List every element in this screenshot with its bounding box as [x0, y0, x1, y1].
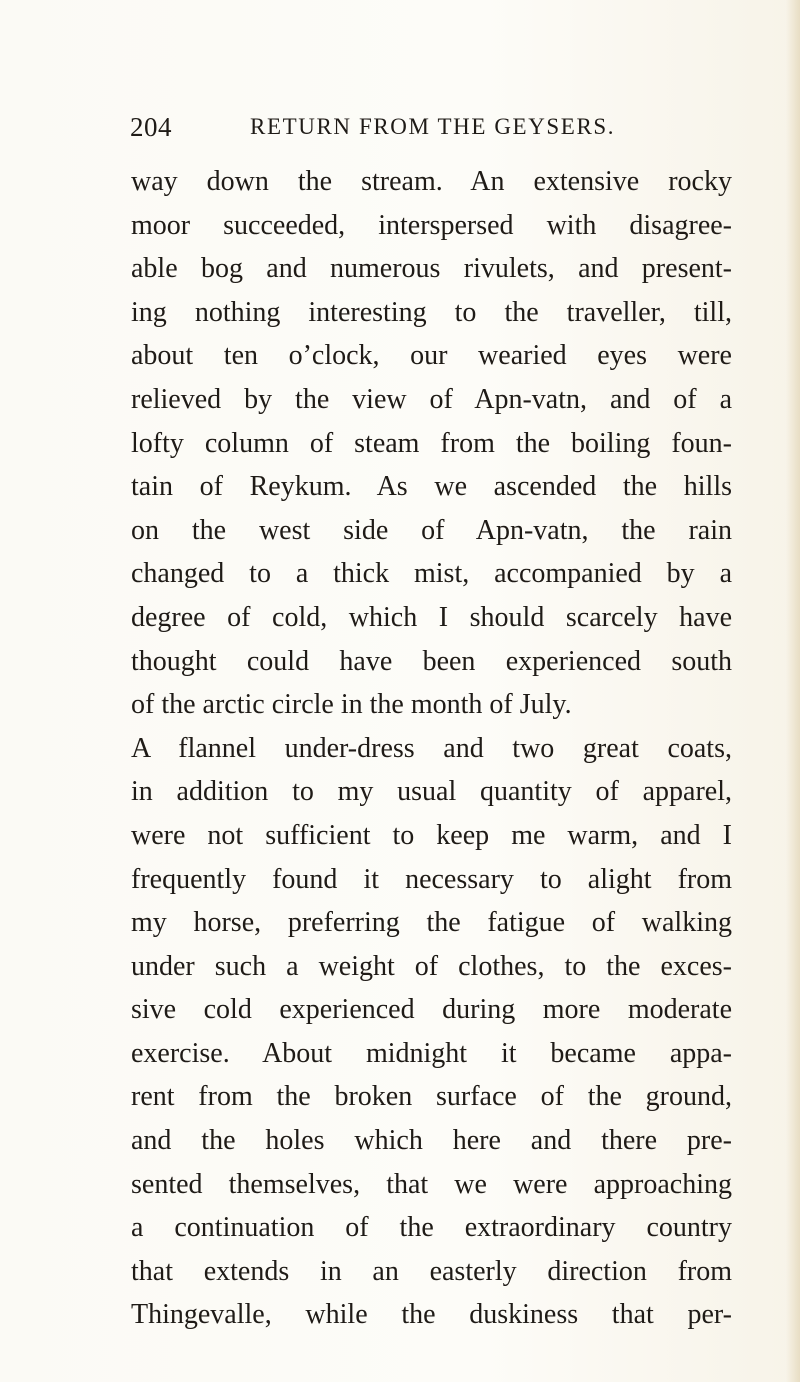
text-line: sented themselves, that we were approaching [131, 1168, 732, 1200]
text-line: thought could have been experienced south [131, 645, 732, 677]
text-line: on the west side of Apn-vatn, the rain [131, 514, 732, 546]
text-line: relieved by the view of Apn-vatn, and of a [131, 383, 732, 415]
text-line: moor succeeded, interspersed with disagree- [131, 209, 732, 241]
text-line: way down the stream. An extensive rocky [131, 166, 732, 197]
text-line: a continuation of the extraordinary country [131, 1212, 732, 1244]
body-text [131, 160, 731, 1337]
text-line: of the arctic circle in the month of July. [131, 689, 572, 721]
text-line: were not sufficient to keep me warm, and I [131, 819, 732, 851]
text-line: under such a weight of clothes, to the exces- [131, 950, 732, 982]
text-line: that extends in an easterly direction from [131, 1255, 732, 1287]
text-line: frequently found it necessary to alight from [131, 863, 732, 895]
text-line: sive cold experienced during more moderate [131, 994, 732, 1026]
text-line: about ten o’clock, our wearied eyes were [131, 340, 732, 372]
text-line: able bog and numerous rivulets, and present- [131, 253, 732, 285]
text-line: exercise. About midnight it became appa- [131, 1037, 732, 1069]
text-line: Thingevalle, while the duskiness that per- [131, 1299, 732, 1331]
page-number: 204 [130, 112, 172, 142]
page-header [130, 112, 690, 152]
text-line: my horse, preferring the fatigue of walking [131, 907, 732, 939]
text-line: lofty column of steam from the boiling foun- [131, 427, 732, 459]
text-line: and the holes which here and there pre- [131, 1125, 732, 1157]
text-line: rent from the broken surface of the ground, [131, 1081, 732, 1113]
text-line: in addition to my usual quantity of apparel, [131, 776, 732, 808]
text-line: ing nothing interesting to the traveller, till, [131, 296, 732, 328]
text-line: tain of Reykum. As we ascended the hills [131, 471, 732, 503]
text-line: changed to a thick mist, accompanied by a [131, 558, 732, 590]
page-edge-shadow [786, 0, 800, 1382]
text-line: A flannel under-dress and two great coats, [131, 732, 732, 764]
text-line: degree of cold, which I should scarcely have [131, 601, 732, 633]
running-head: RETURN FROM THE GEYSERS. [250, 114, 616, 139]
